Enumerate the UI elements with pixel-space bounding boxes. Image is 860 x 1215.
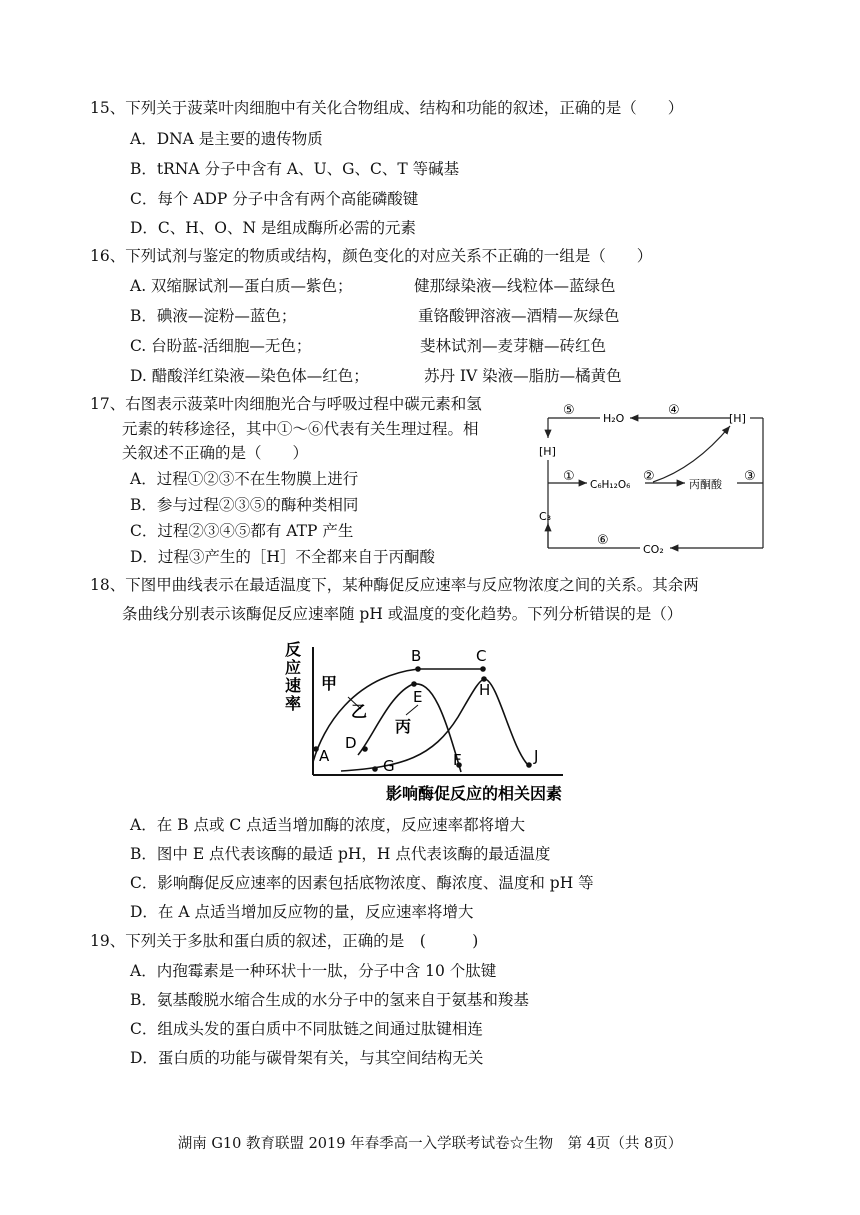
- question-stem: 19、下列关于多肽和蛋白质的叙述，正确的是 ( ): [90, 932, 479, 950]
- label-h: H: [479, 681, 491, 699]
- label-j: J: [534, 747, 539, 765]
- option-a: A．内孢霉素是一种环状十一肽，分子中含 10 个肽键: [130, 962, 497, 980]
- label-glucose: C₆H₁₂O₆: [590, 479, 631, 491]
- curve-label-bing: 丙: [395, 717, 412, 736]
- question-stem-line-1: 18、下图甲曲线表示在最适温度下，某种酶促反应速率与反应物浓度之间的关系。其余两: [90, 576, 699, 594]
- option-b: B．参与过程②③⑤的酶种类相同: [130, 496, 359, 514]
- page-footer: 湖南 G10 教育联盟 2019 年春季高一入学联考试卷☆生物 第 4页（共 8页）: [177, 1136, 683, 1152]
- option-b: B．tRNA 分子中含有 A、U、G、C、T 等碱基: [130, 160, 460, 178]
- option-a: A．在 B 点或 C 点适当增加酶的浓度，反应速率都将增大: [130, 816, 526, 834]
- option-c: C．影响酶促反应速率的因素包括底物浓度、酶浓度、温度和 pH 等: [130, 874, 594, 892]
- option-d-right: 苏丹 IV 染液—脂肪—橘黄色: [424, 367, 622, 385]
- point-c: [480, 666, 486, 672]
- point-d: [362, 746, 368, 752]
- question-stem-line-1: 17、右图表示菠菜叶肉细胞光合与呼吸过程中碳元素和氢: [90, 395, 482, 413]
- question-stem-line-2: 条曲线分别表示该酶促反应速率随 pH 或温度的变化趋势。下列分析错误的是（）: [122, 605, 683, 623]
- option-d: D．C、H、O、N 是组成酶所必需的元素: [130, 219, 417, 237]
- ylabel-char-3: 速: [285, 676, 302, 695]
- label-6: ⑥: [597, 533, 609, 548]
- curve-label-jia: 甲: [321, 674, 338, 693]
- question-stem: 16、下列试剂与鉴定的物质或结构，颜色变化的对应关系不正确的一组是（ ）: [90, 247, 653, 265]
- ylabel-char-2: 应: [285, 658, 302, 677]
- point-e: [411, 681, 417, 687]
- label-h-left: [H]: [539, 445, 556, 458]
- option-a: A．过程①②③不在生物膜上进行: [130, 470, 359, 488]
- option-c-right: 斐林试剂—麦芽糖—砖红色: [420, 337, 607, 355]
- option-c: C．每个 ADP 分子中含有两个高能磷酸键: [130, 190, 419, 208]
- option-a-left: A. 双缩脲试剂—蛋白质—紫色；: [130, 277, 353, 295]
- option-d: D．在 A 点适当增加反应物的量，反应速率将增大: [130, 903, 474, 921]
- label-3: ③: [744, 469, 756, 484]
- enzyme-reaction-rate-chart: [283, 637, 583, 807]
- label-f: F: [453, 751, 462, 769]
- curve-label-yi: 乙: [351, 702, 368, 721]
- question-stem: 15、下列关于菠菜叶肉细胞中有关化合物组成、结构和功能的叙述，正确的是（ ）: [90, 99, 684, 117]
- option-b-left: B．碘液—淀粉—蓝色；: [130, 307, 297, 325]
- ylabel-char-4: 率: [285, 694, 302, 713]
- pointer-bing: [406, 705, 418, 715]
- label-a: A: [319, 747, 330, 765]
- option-a: A．DNA 是主要的遗传物质: [130, 130, 323, 148]
- label-5: ⑤: [563, 403, 575, 418]
- label-h2o: H₂O: [603, 412, 625, 425]
- label-2: ②: [643, 469, 655, 484]
- label-e: E: [413, 688, 423, 706]
- label-co2: CO₂: [643, 543, 664, 556]
- point-j: [526, 762, 532, 768]
- option-b-right: 重铬酸钾溶液—酒精—灰绿色: [418, 307, 620, 325]
- point-a: [313, 746, 319, 752]
- label-pyruvate: 丙酮酸: [689, 478, 722, 491]
- curve-bing: [341, 679, 528, 771]
- question-stem-line-3: 关叙述不正确的是（ ）: [122, 444, 309, 462]
- label-b: B: [411, 647, 422, 665]
- option-c: C．过程②③④⑤都有 ATP 产生: [130, 522, 354, 540]
- label-g: G: [383, 757, 395, 775]
- label-h-top: [H]: [729, 412, 746, 425]
- question-stem-line-2: 元素的转移途径，其中①～⑥代表有关生理过程。相: [122, 420, 479, 438]
- point-g: [372, 766, 378, 772]
- option-d: D．过程③产生的［H］不全都来自于丙酮酸: [130, 548, 435, 566]
- option-d: D．蛋白质的功能与碳骨架有关，与其空间结构无关: [130, 1049, 484, 1067]
- arrow-2-to-h: [653, 426, 730, 482]
- ylabel-char-1: 反: [285, 640, 302, 659]
- label-1: ①: [563, 469, 575, 484]
- option-b: B．图中 E 点代表该酶的最适 pH，H 点代表该酶的最适温度: [130, 845, 551, 863]
- option-d-left: D. 醋酸洋红染液—染色体—红色；: [130, 367, 369, 385]
- option-c-left: C. 台盼蓝-活细胞—无色；: [130, 337, 312, 355]
- label-c: C: [476, 647, 487, 665]
- label-4: ④: [668, 403, 680, 418]
- option-c: C．组成头发的蛋白质中不同肽链之间通过肽键相连: [130, 1020, 483, 1038]
- option-b: B．氨基酸脱水缩合生成的水分子中的氢来自于氨基和羧基: [130, 991, 529, 1009]
- option-a-right: 健那绿染液—线粒体—蓝绿色: [414, 277, 616, 295]
- point-b: [415, 666, 421, 672]
- label-c3: C₃: [539, 510, 552, 523]
- curve-jia: [313, 669, 483, 762]
- label-d: D: [345, 734, 357, 752]
- xlabel: 影响酶促反应的相关因素: [386, 784, 563, 803]
- carbon-hydrogen-pathway-diagram: [535, 398, 775, 563]
